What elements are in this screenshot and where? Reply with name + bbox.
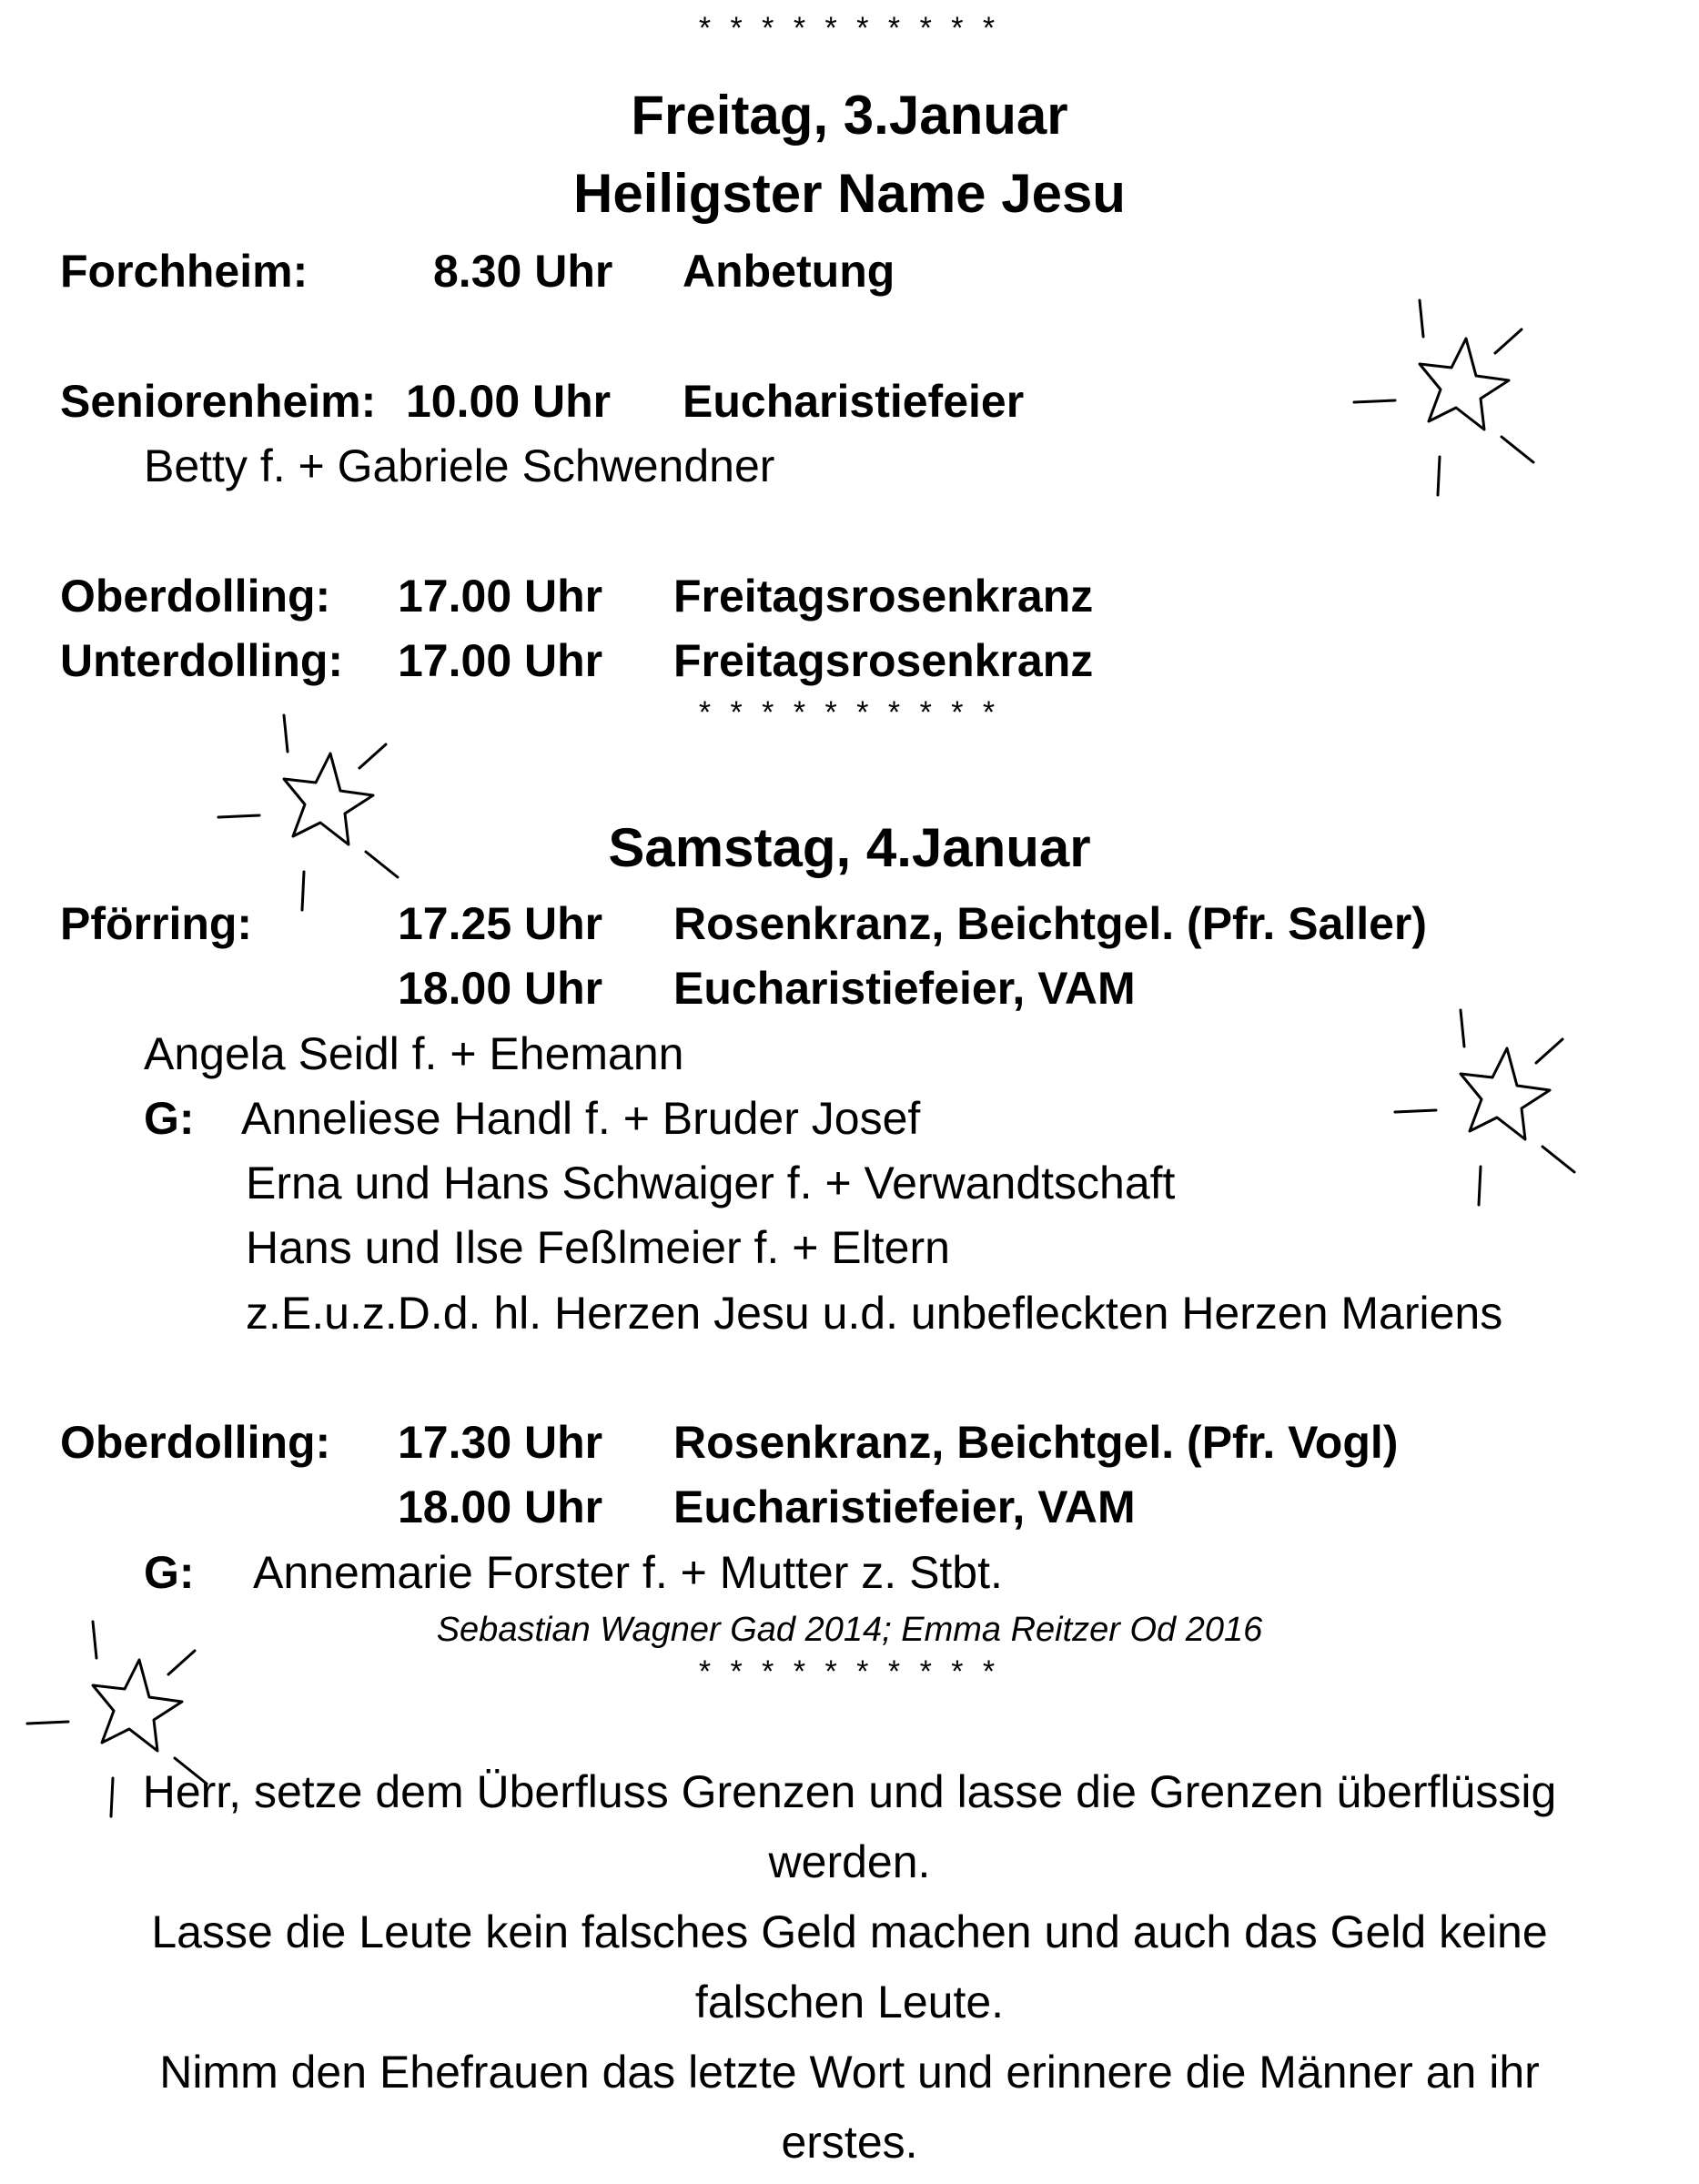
time-pfoerring-2: 18.00 Uhr [398,963,603,1014]
event-pfoerring-1: Rosenkranz, Beichtgel. (Pfr. Saller) [673,898,1428,949]
event-oberdolling-sat-2: Eucharistiefeier, VAM [673,1481,1136,1532]
separator: * * * * * * * * * * [698,1654,1001,1689]
time-oberdolling-fri: 17.00 Uhr [398,571,603,622]
time-oberdolling-sat-1: 17.30 Uhr [398,1417,603,1468]
star-icon [1347,291,1547,500]
place-forchheim: Forchheim: [60,246,308,297]
separator: * * * * * * * * * * [698,695,1001,730]
friday-title-feast: Heiligster Name Jesu [573,163,1126,224]
prayer-line-1: Herr, setze dem Überfluss Grenzen und lasse die Grenzen überflüssig [142,1766,1557,1817]
prayer-line-2: werden. [768,1836,931,1887]
g-intention-pfoerring-2: Erna und Hans Schwaiger f. + Verwandtschaft [246,1158,1176,1208]
g-intention-pfoerring-4: z.E.u.z.D.d. hl. Herzen Jesu u.d. unbefleckten Herzen Mariens [246,1288,1503,1339]
event-oberdolling-sat-1: Rosenkranz, Beichtgel. (Pfr. Vogl) [673,1417,1399,1468]
event-unterdolling: Freitagsrosenkranz [673,635,1094,686]
star-icon [211,706,411,915]
prayer-line-4: falschen Leute. [694,1977,1005,2027]
time-unterdolling: 17.00 Uhr [398,635,603,686]
star-icon [1388,1001,1588,1210]
event-oberdolling-fri: Freitagsrosenkranz [673,571,1094,622]
star-icon [20,1613,220,1822]
g-intention-pfoerring-1: Anneliese Handl f. + Bruder Josef [241,1093,921,1144]
place-pfoerring: Pförring: [60,898,253,949]
prayer-line-5: Nimm den Ehefrauen das letzte Wort und erinnere die Männer an ihr [159,2047,1540,2098]
place-seniorenheim: Seniorenheim: [60,376,377,427]
time-oberdolling-sat-2: 18.00 Uhr [398,1481,603,1532]
event-forchheim: Anbetung [683,246,895,297]
intention-pfoerring-main: Angela Seidl f. + Ehemann [144,1028,684,1079]
g-label-oberdolling: G: [144,1547,195,1598]
place-unterdolling: Unterdolling: [60,635,344,686]
time-forchheim: 8.30 Uhr [433,246,613,297]
g-label-pfoerring: G: [144,1093,195,1144]
event-seniorenheim: Eucharistiefeier [683,376,1025,427]
separator: * * * * * * * * * * [698,11,1001,46]
place-oberdolling-sat: Oberdolling: [60,1417,331,1468]
g-intention-pfoerring-3: Hans und Ilse Feßlmeier f. + Eltern [246,1222,950,1273]
intention-seniorenheim: Betty f. + Gabriele Schwendner [144,440,775,491]
friday-title-date: Freitag, 3.Januar [631,85,1068,146]
time-seniorenheim: 10.00 Uhr [406,376,612,427]
memorial-line: Sebastian Wagner Gad 2014; Emma Reitzer Od 2016 [436,1611,1263,1649]
place-oberdolling-fri: Oberdolling: [60,571,331,622]
saturday-title-date: Samstag, 4.Januar [608,817,1091,878]
g-intention-oberdolling: Annemarie Forster f. + Mutter z. Stbt. [253,1547,1003,1598]
prayer-line-6: erstes. [781,2117,918,2168]
time-pfoerring-1: 17.25 Uhr [398,898,603,949]
event-pfoerring-2: Eucharistiefeier, VAM [673,963,1136,1014]
prayer-line-3: Lasse die Leute kein falsches Geld machen und auch das Geld keine [151,1906,1548,1957]
